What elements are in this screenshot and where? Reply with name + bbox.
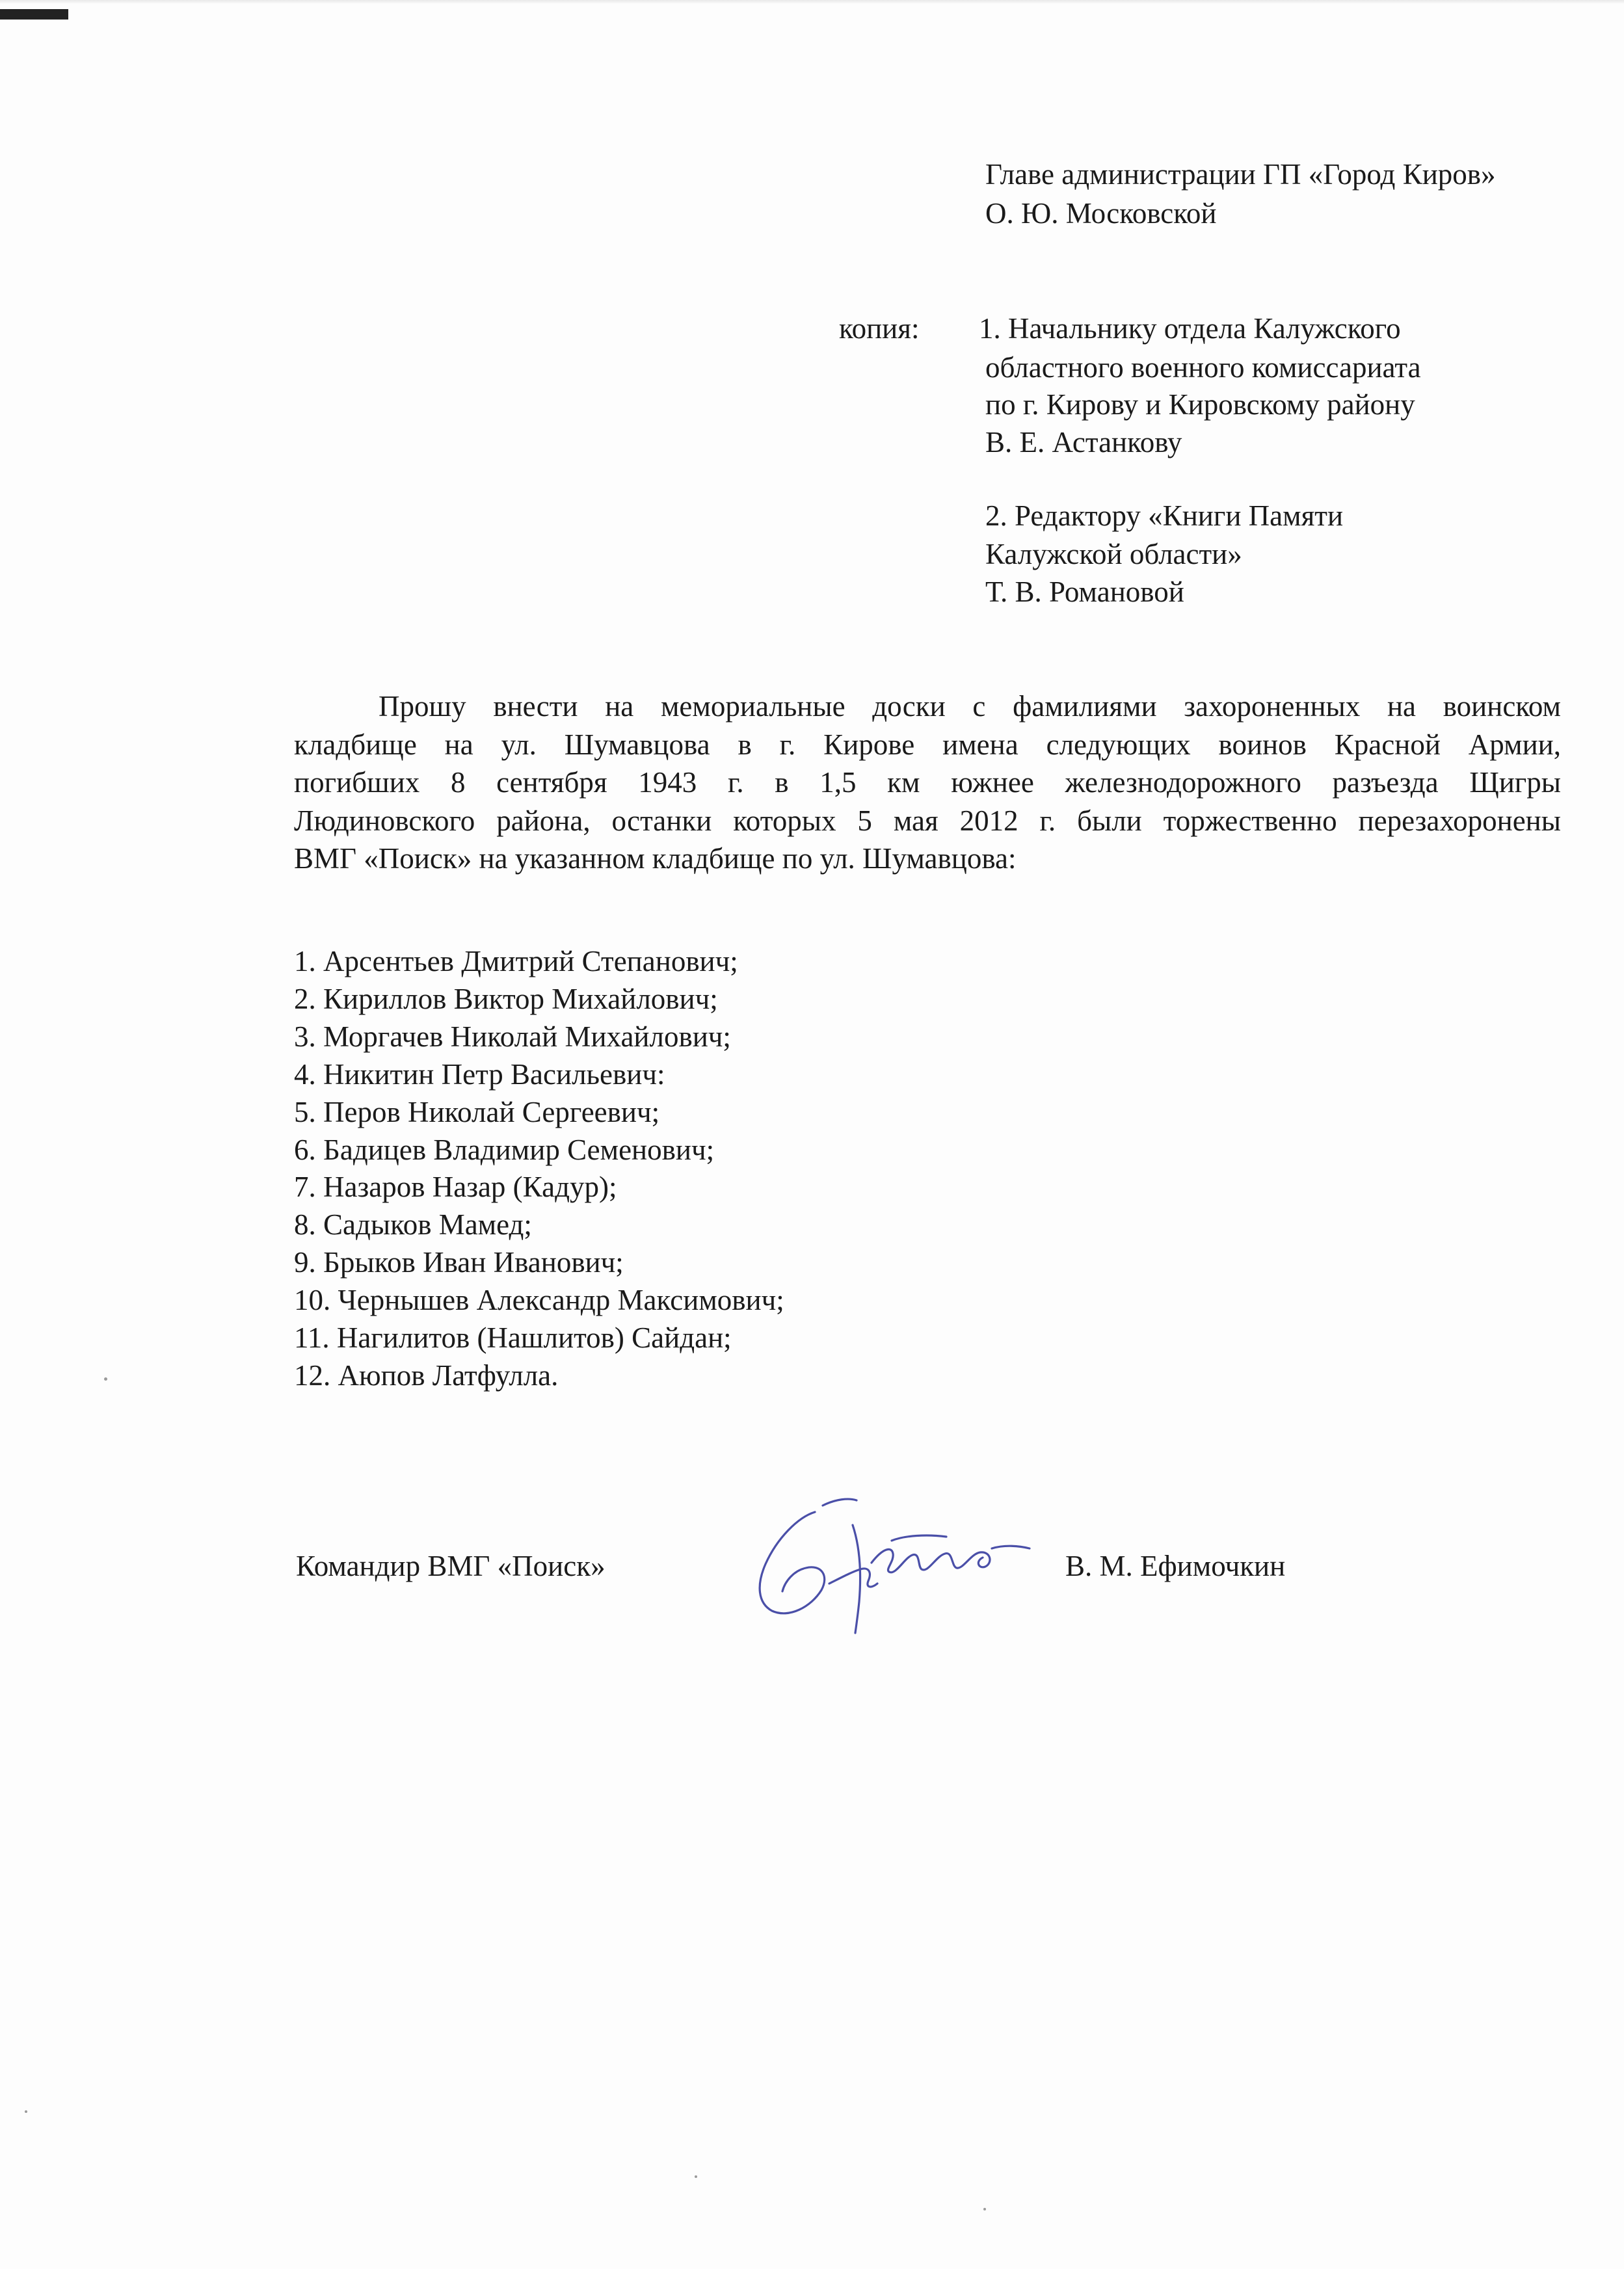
copy-label: копия: (839, 312, 920, 345)
copy2-line-1: 2. Редактору «Книги Памяти (985, 499, 1344, 532)
copy1-line-4: В. Е. Астанкову (985, 426, 1182, 458)
scan-speck (695, 2175, 697, 2178)
signatory-name: В. М. Ефимочкин (1065, 1550, 1286, 1582)
paragraph-line-2: кладбище на ул. Шумавцова в г. Кирове имена следующих воинов Красной Армии, (294, 728, 1561, 761)
paragraph-line-3: погибших 8 сентября 1943 г. в 1,5 км южнее железнодорожного разъезда Щигры (294, 766, 1561, 799)
addressee-line-2: О. Ю. Московской (985, 197, 1217, 230)
names-list (294, 943, 784, 1395)
list-item: 2. Кириллов Виктор Михайлович; (294, 982, 718, 1015)
list-item: 3. Моргачев Николай Михайлович; (294, 1020, 731, 1053)
copy1-line-2: областного военного комиссариата (985, 351, 1421, 384)
list-item: 7. Назаров Назар (Кадур); (294, 1171, 617, 1204)
scan-speck (104, 1377, 107, 1381)
list-item: 12. Аюпов Латфулла. (294, 1359, 559, 1392)
list-item: 1. Арсентьев Дмитрий Степанович; (294, 945, 738, 977)
copy1-line-1: 1. Начальнику отдела Калужского (979, 312, 1401, 345)
scan-speck (983, 2208, 986, 2210)
addressee-line-1: Главе администрации ГП «Город Киров» (985, 158, 1496, 191)
paragraph-line-4: Людиновского района, останки которых 5 мая 2012 г. были торжественно перезахоронены (294, 804, 1561, 837)
list-item: 9. Брыков Иван Иванович; (294, 1246, 624, 1279)
scan-edge-shadow (0, 0, 1624, 4)
paragraph-line-5: ВМГ «Поиск» на указанном кладбище по ул. Шумавцова: (294, 842, 1017, 875)
list-item: 5. Перов Николай Сергеевич; (294, 1095, 660, 1128)
list-item: 4. Никитин Петр Васильевич: (294, 1057, 665, 1091)
list-item: 6. Бадицев Владимир Семенович; (294, 1133, 715, 1166)
list-item: 10. Чернышев Александр Максимович; (294, 1284, 784, 1317)
copy1-line-3: по г. Кирову и Кировскому району (985, 388, 1415, 421)
copy2-line-3: Т. В. Романовой (985, 576, 1184, 608)
handwritten-signature (738, 1486, 1076, 1642)
scan-speck (25, 2110, 27, 2113)
list-item: 8. Садыков Мамед; (294, 1208, 532, 1241)
copy2-line-2: Калужской области» (985, 538, 1242, 570)
list-item: 11. Нагилитов (Нашлитов) Сайдан; (294, 1321, 732, 1355)
paragraph-line-1: Прошу внести на мемориальные доски с фамилиями захороненных на воинском (379, 690, 1561, 723)
signatory-role: Командир ВМГ «Поиск» (296, 1550, 606, 1582)
scan-edge-mark (0, 9, 68, 20)
request-paragraph (294, 687, 1561, 878)
